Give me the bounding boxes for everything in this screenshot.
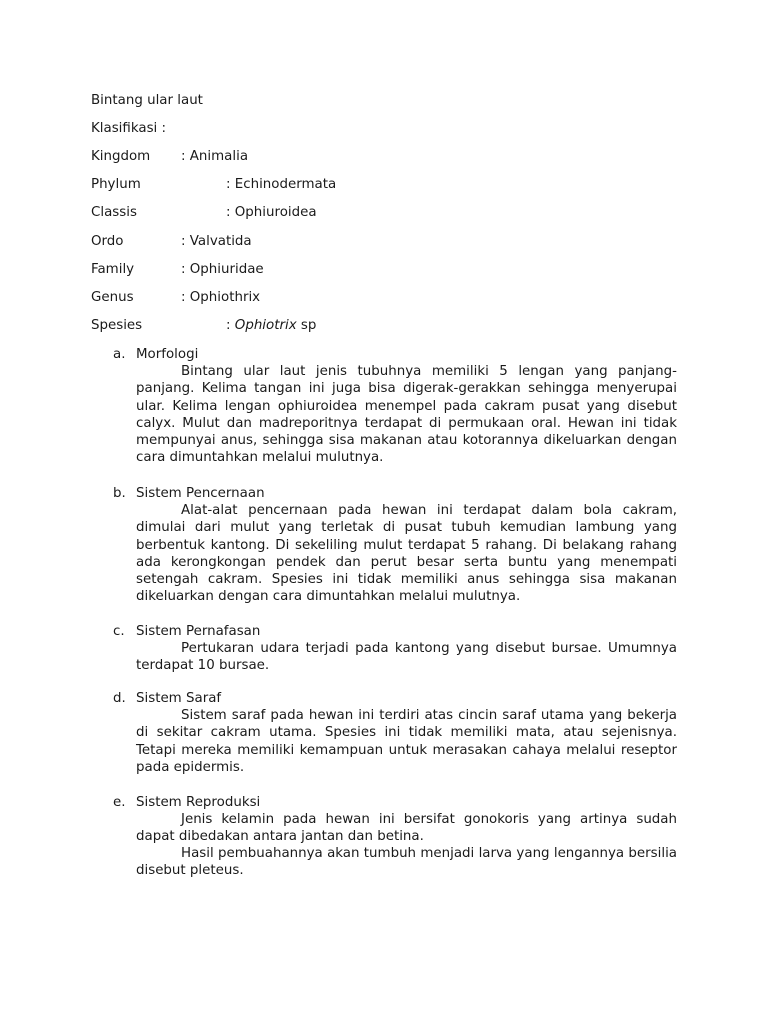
taxonomy-rank-phylum: Phylum [91, 177, 141, 192]
section-paragraph-reproduksi-1: Jenis kelamin pada hewan ini bersifat gonokoris yang artinya sudah dapat dibedakan antara jantan dan betina. [136, 812, 677, 845]
taxonomy-value-ordo: : Valvatida [181, 234, 252, 249]
section-title-pernafasan: Sistem Pernafasan [136, 624, 261, 639]
taxonomy-value-kingdom: : Animalia [181, 149, 249, 164]
taxonomy-rank-ordo: Ordo [91, 234, 124, 249]
section-marker-b: b. [113, 486, 126, 501]
taxonomy-value-family: : Ophiuridae [181, 262, 264, 277]
taxonomy-value-genus: : Ophiothrix [181, 290, 261, 305]
species-prefix: : [226, 318, 235, 333]
taxonomy-value-phylum: : Echinodermata [226, 177, 337, 192]
taxonomy-rank-kingdom: Kingdom [91, 149, 151, 164]
section-title-pencernaan: Sistem Pencernaan [136, 486, 265, 501]
species-genus-italic: Ophiotrix [234, 318, 297, 333]
taxonomy-rank-classis: Classis [91, 205, 137, 220]
section-title-saraf: Sistem Saraf [136, 691, 222, 706]
taxonomy-rank-family: Family [91, 262, 135, 277]
species-suffix: sp [296, 318, 317, 333]
section-marker-c: c. [113, 624, 125, 639]
taxonomy-value-spesies [226, 317, 316, 335]
taxonomy-rank-spesies: Spesies [91, 318, 143, 333]
section-marker-d: d. [113, 691, 126, 706]
section-marker-e: e. [113, 795, 126, 810]
section-paragraph-pernafasan: Pertukaran udara terjadi pada kantong yang disebut bursae. Umumnya terdapat 10 bursae. [136, 641, 677, 674]
taxonomy-value-classis: : Ophiuroidea [226, 205, 317, 220]
document-title: Bintang ular laut [91, 93, 203, 108]
section-paragraph-pencernaan: Alat-alat pencernaan pada hewan ini terdapat dalam bola cakram, dimulai dari mulut yang terletak di pusat tubuh kemudian lambung yang berbentuk kantong. Di sekeliling mulut terdapat 5 rahang. Di belakang rahang ada kerongkongan pendek dan perut besar serta buntu yang menempati setengah cakram. Spesies ini tidak memiliki anus sehingga sisa makanan dikeluarkan dengan cara dimuntahkan melalui mulutnya. [136, 503, 677, 605]
section-paragraph-saraf: Sistem saraf pada hewan ini terdiri atas cincin saraf utama yang bekerja di sekitar cakram utama. Spesies ini tidak memiliki mata, atau sejenisnya. Tetapi mereka memiliki kemampuan untuk merasakan cahaya melalui reseptor pada epidermis. [136, 708, 677, 775]
section-paragraph-morfologi: Bintang ular laut jenis tubuhnya memiliki 5 lengan yang panjang-panjang. Kelima tangan ini juga bisa digerak-gerakkan sehingga menyerupai ular. Kelima lengan ophiuroidea menempel pada cakram pusat yang disebut calyx. Mulut dan madreporitnya terdapat di permukaan oral. Hewan ini tidak mempunyai anus, sehingga sisa makanan atau kotorannya dikeluarkan dengan cara dimuntahkan melalui mulutnya. [136, 364, 677, 466]
section-paragraph-reproduksi-2: Hasil pembuahannya akan tumbuh menjadi larva yang lengannya bersilia disebut pleteus. [136, 846, 677, 879]
classification-heading: Klasifikasi : [91, 121, 167, 136]
taxonomy-rank-genus: Genus [91, 290, 134, 305]
section-title-morfologi: Morfologi [136, 347, 199, 362]
section-title-reproduksi: Sistem Reproduksi [136, 795, 261, 810]
section-marker-a: a. [113, 347, 126, 362]
